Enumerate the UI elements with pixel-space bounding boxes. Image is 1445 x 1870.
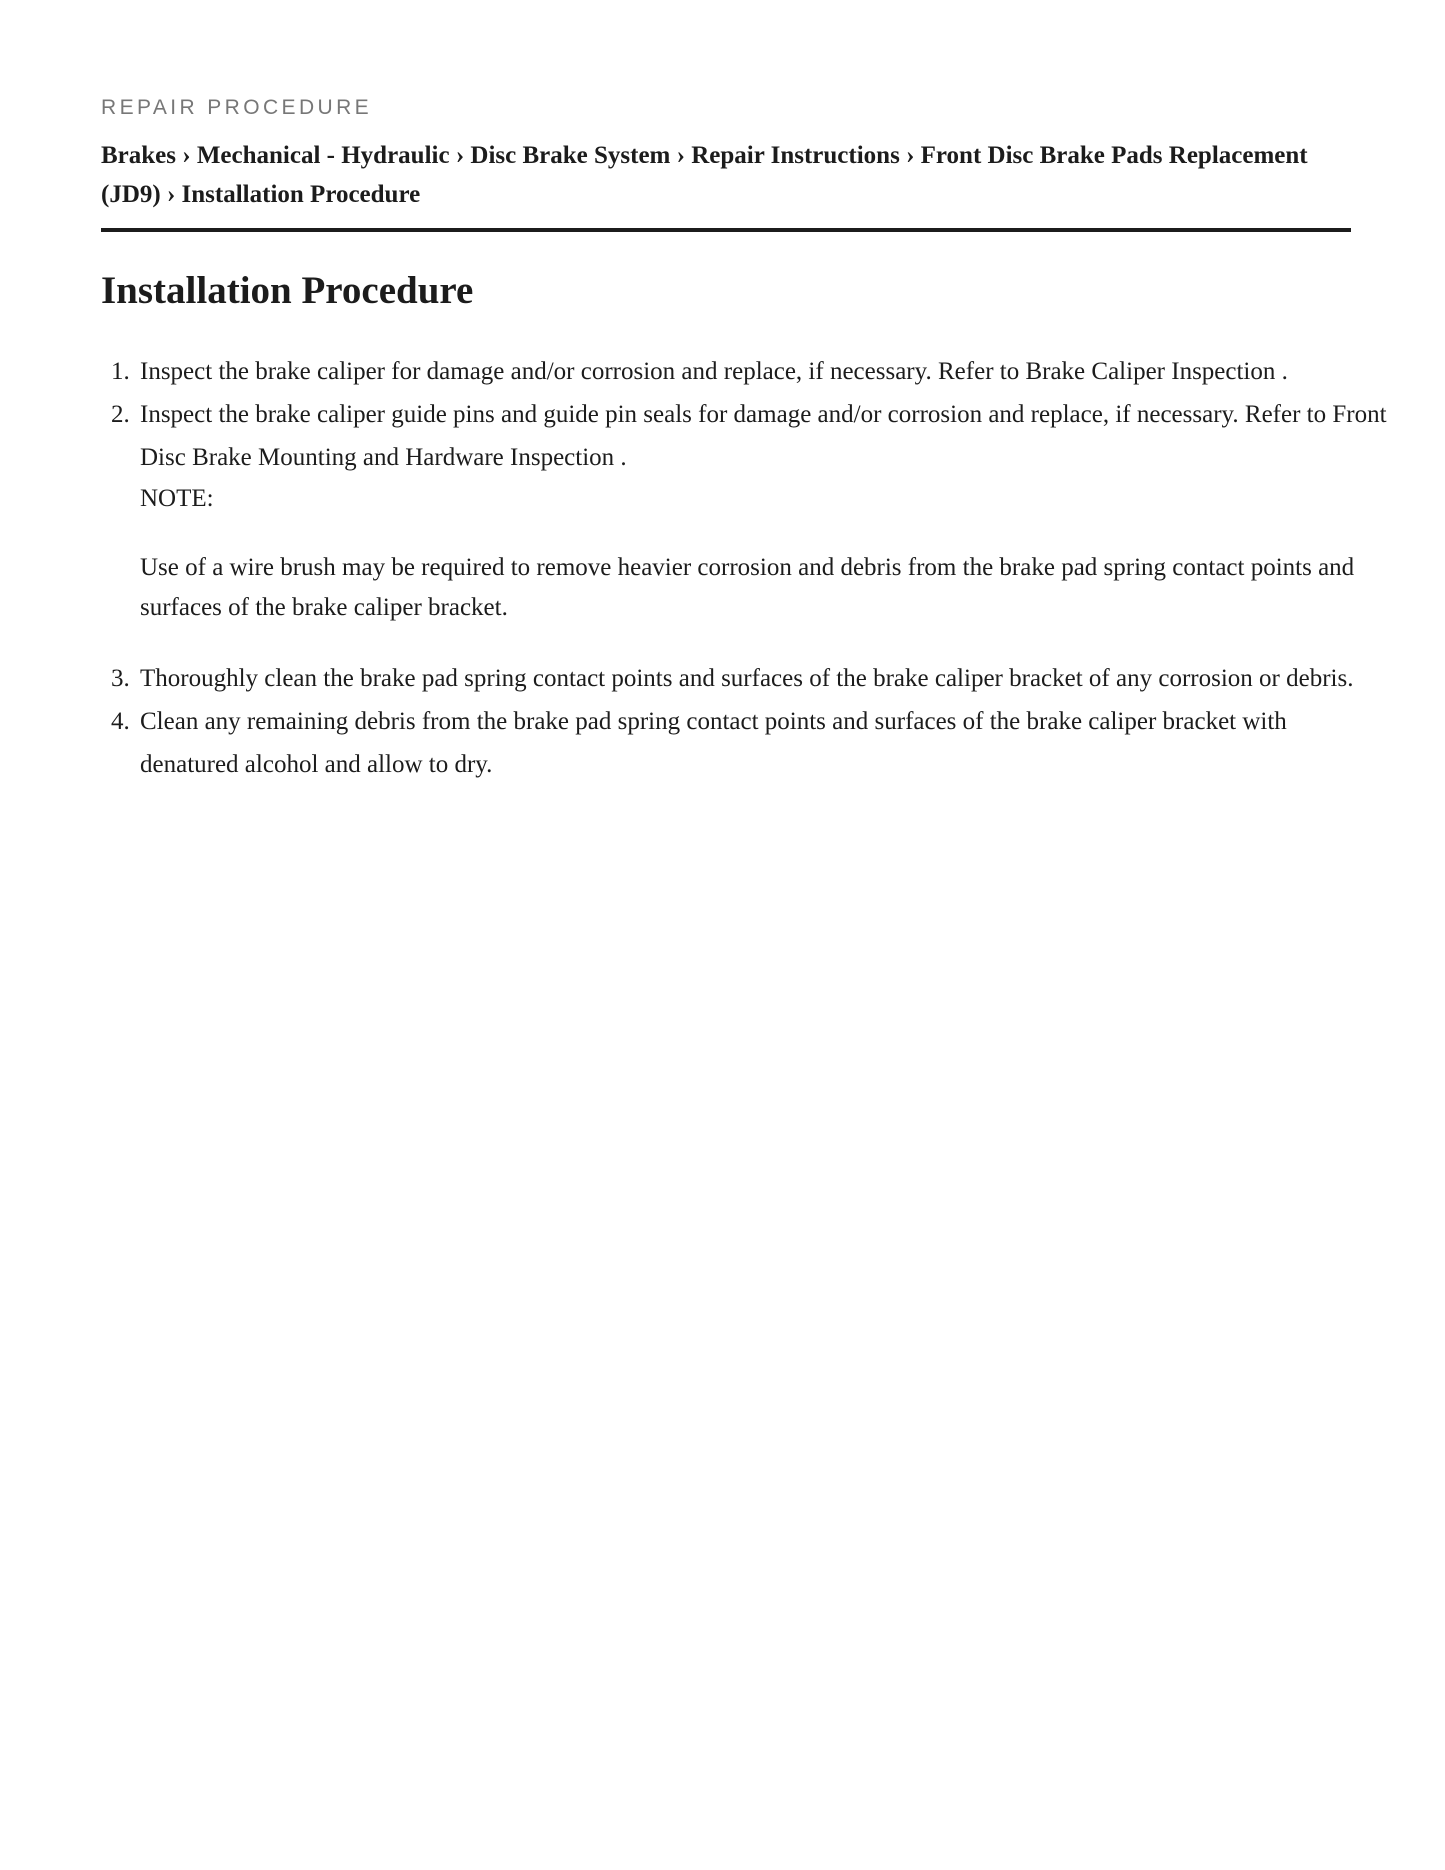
document-kicker: REPAIR PROCEDURE <box>101 96 373 119</box>
step-text: Clean any remaining debris from the brake pad spring contact points and surfaces of the brake caliper bracket with denatured alcohol and allow to dry. <box>140 708 1287 778</box>
procedure-steps <box>101 350 1390 786</box>
breadcrumb-separator: › <box>676 142 692 169</box>
step-text: Inspect the brake caliper for damage and/or corrosion and replace, if necessary. Refer to Brake Caliper Inspection . <box>140 358 1288 385</box>
procedure-step <box>140 657 1390 700</box>
procedure-step <box>140 700 1390 786</box>
breadcrumb-current: Installation Procedure <box>181 181 421 208</box>
breadcrumb-separator: › <box>166 181 182 208</box>
note-text: Use of a wire brush may be required to remove heavier corrosion and debris from the brake pad spring contact points and surfaces of the brake caliper bracket. <box>140 554 1355 621</box>
breadcrumb-item[interactable]: Brakes <box>101 142 176 169</box>
procedure-step <box>140 350 1390 393</box>
step-text: Thoroughly clean the brake pad spring contact points and surfaces of the brake caliper bracket of any corrosion or debris. <box>140 665 1354 692</box>
header-divider <box>101 228 1351 232</box>
breadcrumb-item[interactable]: Front Disc Brake Pads Replacement (JD9) <box>101 142 1308 208</box>
breadcrumb-item[interactable]: Repair Instructions <box>691 142 900 169</box>
page-title: Installation Procedure <box>101 269 474 312</box>
procedure-step <box>140 393 1390 628</box>
note-label: NOTE: <box>140 485 214 512</box>
breadcrumb-separator: › <box>455 142 471 169</box>
breadcrumb <box>101 136 1346 214</box>
breadcrumb-separator: › <box>906 142 921 169</box>
step-text: Inspect the brake caliper guide pins and guide pin seals for damage and/or corrosion and replace, if necessary. Refer to Front Disc Brake Mounting and Hardware Inspection . <box>140 401 1387 471</box>
breadcrumb-item[interactable]: Mechanical - Hydraulic <box>196 142 450 169</box>
breadcrumb-item[interactable]: Disc Brake System <box>470 142 671 169</box>
breadcrumb-separator: › <box>182 142 197 169</box>
